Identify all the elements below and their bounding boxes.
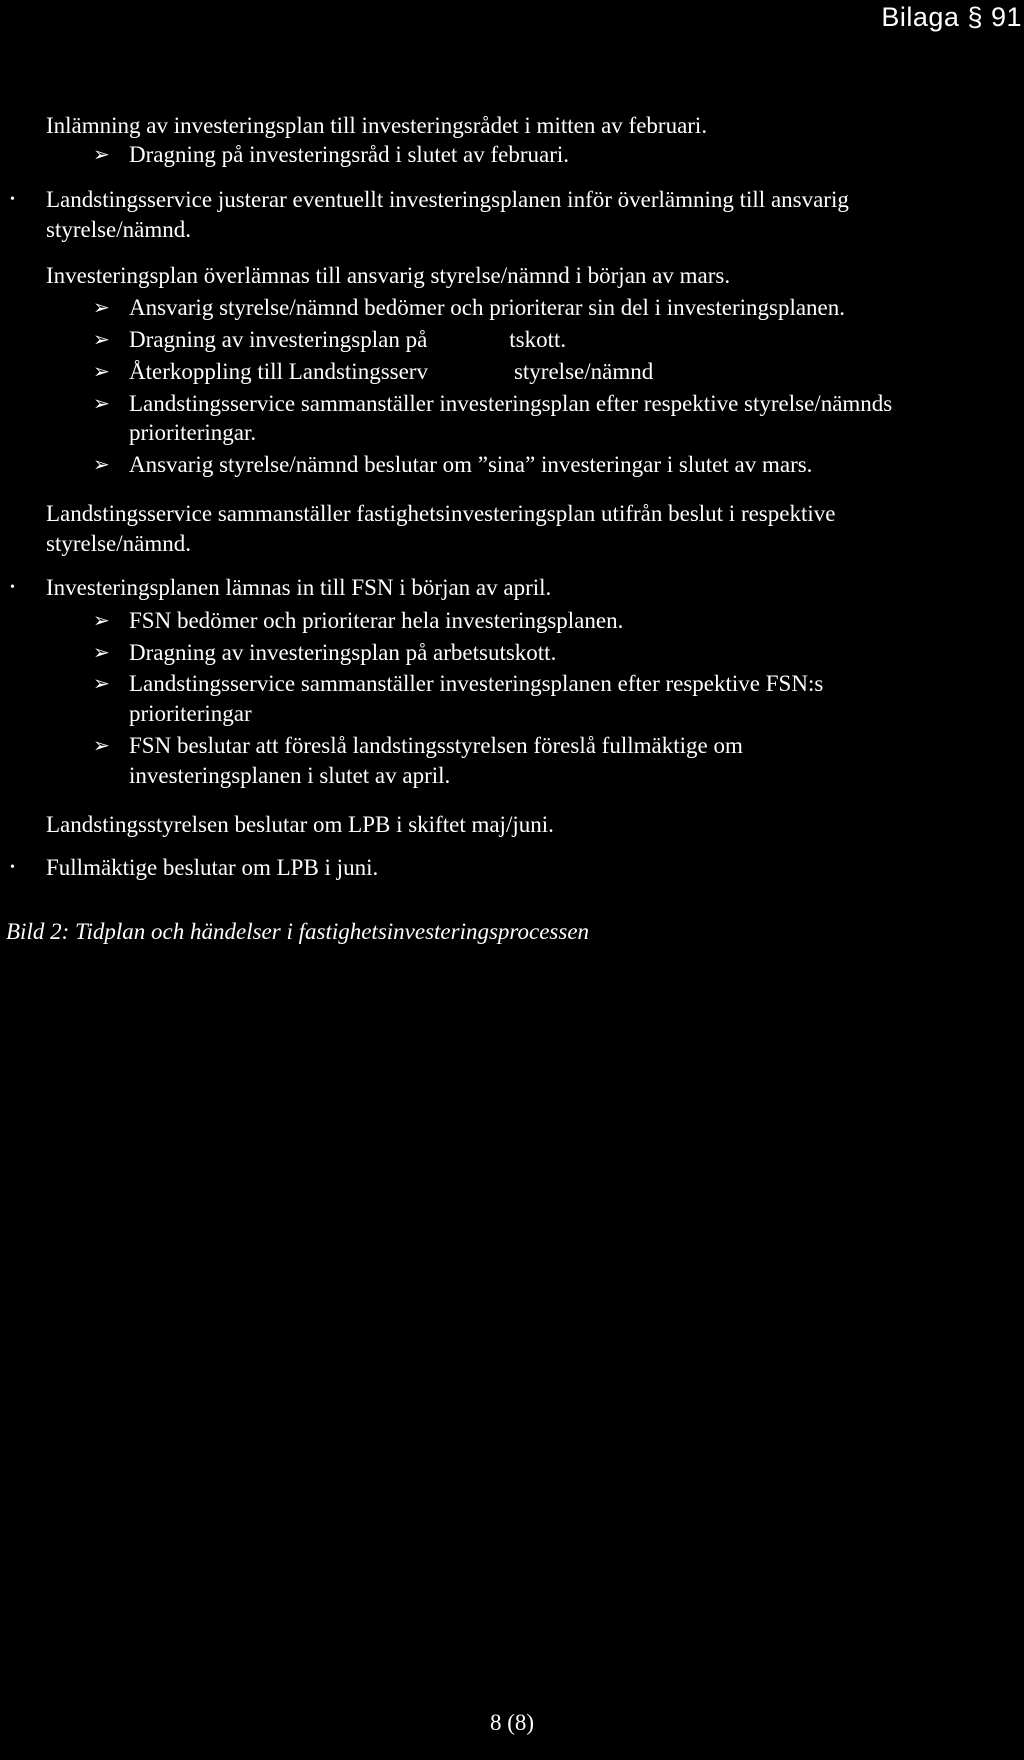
sub-item: [129, 358, 653, 386]
arrow-bullet-icon: ➢: [93, 454, 110, 476]
figure-caption: Bild 2: Tidplan och händelser i fastighetsinvesteringsprocessen: [6, 919, 590, 944]
arrow-bullet-icon: ➢: [93, 329, 110, 351]
sub-item: FSN bedömer och prioriterar hela investeringsplanen.: [129, 608, 624, 633]
sub-item: Landstingsservice sammanställer investeringsplan efter respektive styrelse/nämnds: [129, 391, 893, 416]
paragraph-line: Landstingsstyrelsen beslutar om LPB i skiftet maj/juni.: [46, 812, 554, 837]
sub-item-part: styrelse/nämnd: [513, 359, 654, 384]
list-item-continued: styrelse/nämnd.: [46, 217, 191, 242]
arrow-bullet-icon: ➢: [93, 610, 110, 632]
arrow-bullet-icon: ➢: [93, 642, 110, 664]
paragraph-line: Landstingsservice sammanställer fastighetsinvesteringsplan utifrån beslut i respektive: [46, 501, 836, 526]
list-item: Fullmäktige beslutar om LPB i juni.: [46, 855, 379, 880]
arrow-bullet-icon: ➢: [93, 144, 110, 166]
arrow-bullet-icon: ➢: [93, 361, 110, 383]
sub-item-continued: prioriteringar.: [129, 420, 257, 445]
arrow-bullet-icon: ➢: [93, 297, 110, 319]
sub-item-part: Dragning av investeringsplan på: [129, 327, 428, 352]
bullet-icon: •: [10, 580, 15, 595]
sub-item-part: Återkoppling till Landstingsserv: [129, 359, 428, 384]
arrow-bullet-icon: ➢: [93, 673, 110, 695]
arrow-bullet-icon: ➢: [93, 393, 110, 415]
list-item: Investeringsplanen lämnas in till FSN i början av april.: [46, 575, 552, 600]
paragraph-line: Investeringsplan överlämnas till ansvarig styrelse/nämnd i början av mars.: [46, 263, 731, 288]
sub-item: Ansvarig styrelse/nämnd bedömer och prioriterar sin del i investeringsplanen.: [129, 295, 845, 320]
list-item: Landstingsservice justerar eventuellt investeringsplanen inför överlämning till ansvarig: [46, 187, 849, 212]
bullet-icon: •: [10, 860, 15, 875]
sub-item: Dragning av investeringsplan på arbetsutskott.: [129, 640, 557, 665]
paragraph-line-continued: styrelse/nämnd.: [46, 531, 191, 556]
arrow-bullet-icon: ➢: [93, 735, 110, 757]
paragraph-line: Inlämning av investeringsplan till investeringsrådet i mitten av februari.: [46, 113, 708, 138]
bullet-icon: •: [10, 192, 15, 207]
sub-item: FSN beslutar att föreslå landstingsstyrelsen föreslå fullmäktige om: [129, 733, 743, 758]
sub-item-part: tskott.: [509, 327, 567, 352]
sub-item: Landstingsservice sammanställer investeringsplanen efter respektive FSN:s: [129, 671, 824, 696]
sub-item-continued: prioriteringar: [129, 701, 252, 726]
sub-item: Dragning på investeringsråd i slutet av februari.: [129, 142, 570, 167]
page-header: Bilaga § 91: [881, 2, 1022, 32]
sub-item-continued: investeringsplanen i slutet av april.: [129, 763, 451, 788]
sub-item: Ansvarig styrelse/nämnd beslutar om ”sina” investeringar i slutet av mars.: [129, 452, 813, 477]
sub-item: [129, 326, 566, 354]
page-number: 8 (8): [489, 1710, 535, 1735]
